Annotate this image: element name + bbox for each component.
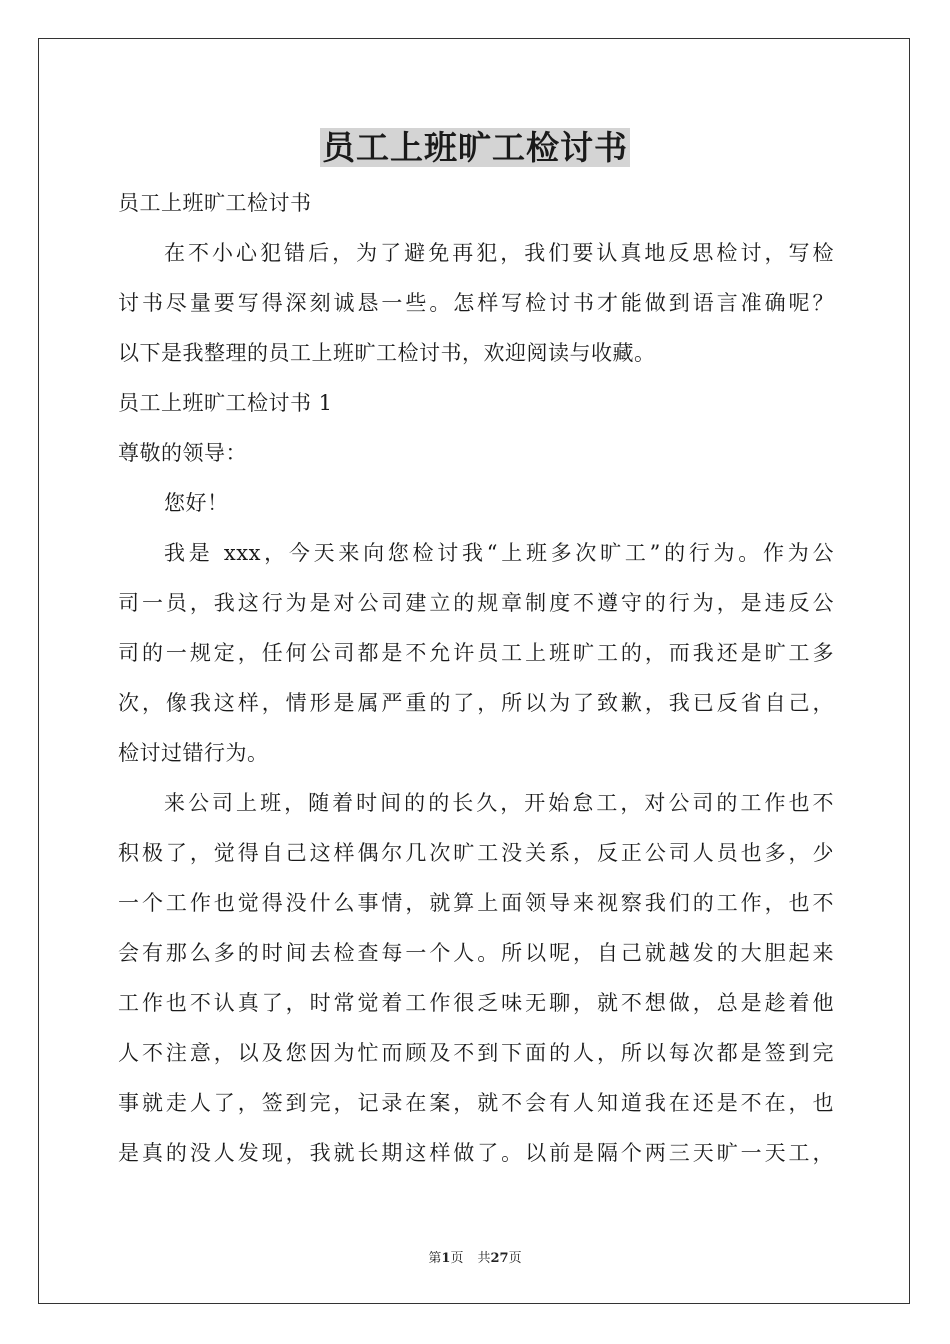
document-title [0, 126, 950, 170]
text-line: 会有那么多的时间去检查每一个人。所以呢，自己就越发的大胆起来 [118, 941, 834, 965]
text-line: 司一员，我这行为是对公司建立的规章制度不遵守的行为，是违反公 [118, 591, 834, 615]
footer-page-number: 1 [441, 1251, 451, 1266]
footer-total-suffix: 页 [508, 1251, 522, 1266]
document-body [118, 178, 834, 1178]
text-line: 检讨过错行为。 [118, 741, 269, 765]
text-line: 司的一规定，任何公司都是不允许员工上班旷工的，而我还是旷工多 [118, 641, 834, 665]
text-line: 次，像我这样，情形是属严重的了，所以为了致歉，我已反省自己， [118, 691, 834, 715]
text-line: 事就走人了，签到完，记录在案，就不会有人知道我在还是不在，也 [118, 1091, 834, 1115]
document-title-text: 员工上班旷工检讨书 [322, 128, 628, 167]
page-footer [0, 1250, 950, 1268]
text-line: 员工上班旷工检讨书 [118, 191, 312, 215]
text-line: 您好！ [164, 491, 229, 515]
footer-page-prefix: 第 [428, 1251, 442, 1266]
footer-page-suffix: 页 [450, 1251, 464, 1266]
text-line: 员工上班旷工检讨书 1 [118, 391, 333, 415]
footer-total-pages: 27 [490, 1251, 509, 1266]
text-line: 在不小心犯错后，为了避免再犯，我们要认真地反思检讨，写检 [164, 241, 834, 265]
text-line: 我是 xxx，今天来向您检讨我“上班多次旷工”的行为。作为公 [164, 541, 834, 565]
footer-total-prefix: 共 [477, 1251, 491, 1266]
text-line: 来公司上班，随着时间的的长久，开始怠工，对公司的工作也不 [164, 791, 834, 815]
text-line: 是真的没人发现，我就长期这样做了。以前是隔个两三天旷一天工， [118, 1141, 834, 1165]
text-line: 讨书尽量要写得深刻诚恳一些。怎样写检讨书才能做到语言准确呢？ [118, 291, 834, 315]
text-line: 工作也不认真了，时常觉着工作很乏味无聊，就不想做，总是趁着他 [118, 991, 834, 1015]
text-line: 以下是我整理的员工上班旷工检讨书，欢迎阅读与收藏。 [118, 341, 656, 365]
text-line: 人不注意，以及您因为忙而顾及不到下面的人，所以每次都是签到完 [118, 1041, 834, 1065]
text-line: 尊敬的领导： [118, 441, 247, 465]
text-line: 积极了，觉得自己这样偶尔几次旷工没关系，反正公司人员也多，少 [118, 841, 834, 865]
text-line: 一个工作也觉得没什么事情，就算上面领导来视察我们的工作，也不 [118, 891, 834, 915]
